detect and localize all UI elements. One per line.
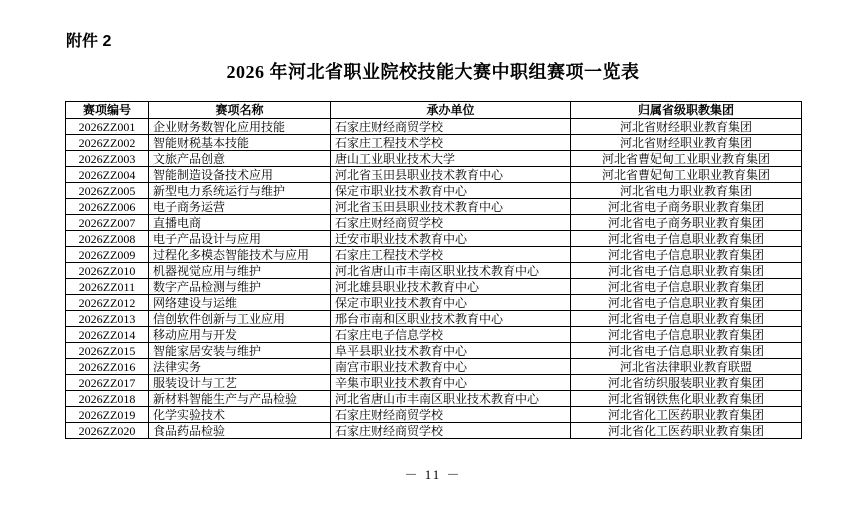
column-header-event-code: 赛项编号	[66, 102, 149, 119]
cell-event-code: 2026ZZ007	[66, 215, 149, 231]
cell-group: 河北省电子信息职业教育集团	[571, 343, 802, 359]
table-row	[66, 311, 802, 327]
event-roster-table	[65, 101, 802, 439]
cell-host-unit: 石家庄工程技术学校	[331, 135, 571, 151]
cell-group: 河北省电子信息职业教育集团	[571, 311, 802, 327]
cell-event-code: 2026ZZ012	[66, 295, 149, 311]
cell-host-unit: 河北省唐山市丰南区职业技术教育中心	[331, 391, 571, 407]
table-row	[66, 279, 802, 295]
cell-event-name: 过程化多模态智能技术与应用	[149, 247, 331, 263]
cell-event-code: 2026ZZ011	[66, 279, 149, 295]
cell-event-name: 化学实验技术	[149, 407, 331, 423]
column-header-group: 归属省级职教集团	[571, 102, 802, 119]
cell-host-unit: 河北雄县职业技术教育中心	[331, 279, 571, 295]
cell-event-code: 2026ZZ016	[66, 359, 149, 375]
table-row	[66, 327, 802, 343]
cell-group: 河北省电子信息职业教育集团	[571, 279, 802, 295]
cell-host-unit: 石家庄工程技术学校	[331, 247, 571, 263]
cell-group: 河北省法律职业教育联盟	[571, 359, 802, 375]
table-row	[66, 423, 802, 439]
cell-event-name: 电子产品设计与应用	[149, 231, 331, 247]
cell-group: 河北省化工医药职业教育集团	[571, 407, 802, 423]
cell-group: 河北省曹妃甸工业职业教育集团	[571, 167, 802, 183]
page-title: 2026 年河北省职业院校技能大赛中职组赛项一览表	[226, 62, 640, 82]
table-row	[66, 231, 802, 247]
table-row	[66, 343, 802, 359]
cell-host-unit: 石家庄财经商贸学校	[331, 119, 571, 135]
table-row	[66, 135, 802, 151]
table-row	[66, 407, 802, 423]
cell-event-code: 2026ZZ019	[66, 407, 149, 423]
cell-event-code: 2026ZZ006	[66, 199, 149, 215]
cell-group: 河北省电子信息职业教育集团	[571, 231, 802, 247]
cell-host-unit: 辛集市职业技术教育中心	[331, 375, 571, 391]
column-header-host-unit: 承办单位	[331, 102, 571, 119]
cell-event-name: 直播电商	[149, 215, 331, 231]
cell-event-name: 移动应用与开发	[149, 327, 331, 343]
table-row	[66, 391, 802, 407]
cell-event-name: 机器视觉应用与维护	[149, 263, 331, 279]
cell-event-code: 2026ZZ003	[66, 151, 149, 167]
cell-host-unit: 保定市职业技术教育中心	[331, 295, 571, 311]
table-row	[66, 295, 802, 311]
cell-event-code: 2026ZZ020	[66, 423, 149, 439]
cell-host-unit: 保定市职业技术教育中心	[331, 183, 571, 199]
cell-host-unit: 邢台市南和区职业技术教育中心	[331, 311, 571, 327]
cell-host-unit: 唐山工业职业技术大学	[331, 151, 571, 167]
column-header-event-name: 赛项名称	[149, 102, 331, 119]
cell-group: 河北省财经职业教育集团	[571, 135, 802, 151]
table-row	[66, 183, 802, 199]
cell-event-code: 2026ZZ004	[66, 167, 149, 183]
table-row	[66, 247, 802, 263]
cell-event-code: 2026ZZ013	[66, 311, 149, 327]
cell-group: 河北省化工医药职业教育集团	[571, 423, 802, 439]
cell-event-name: 智能财税基本技能	[149, 135, 331, 151]
table-body	[66, 119, 802, 439]
cell-group: 河北省钢铁焦化职业教育集团	[571, 391, 802, 407]
cell-host-unit: 南宫市职业技术教育中心	[331, 359, 571, 375]
cell-event-name: 电子商务运营	[149, 199, 331, 215]
cell-group: 河北省电力职业教育集团	[571, 183, 802, 199]
cell-event-name: 智能制造设备技术应用	[149, 167, 331, 183]
cell-host-unit: 石家庄财经商贸学校	[331, 407, 571, 423]
table-row	[66, 215, 802, 231]
cell-host-unit: 石家庄电子信息学校	[331, 327, 571, 343]
cell-group: 河北省电子信息职业教育集团	[571, 295, 802, 311]
table-row	[66, 263, 802, 279]
cell-event-name: 智能家居安装与维护	[149, 343, 331, 359]
cell-event-name: 服装设计与工艺	[149, 375, 331, 391]
cell-event-name: 信创软件创新与工业应用	[149, 311, 331, 327]
table-header-row	[66, 102, 802, 119]
cell-event-code: 2026ZZ018	[66, 391, 149, 407]
cell-event-code: 2026ZZ015	[66, 343, 149, 359]
cell-host-unit: 阜平县职业技术教育中心	[331, 343, 571, 359]
cell-event-name: 网络建设与运维	[149, 295, 331, 311]
table-row	[66, 119, 802, 135]
cell-group: 河北省财经职业教育集团	[571, 119, 802, 135]
page-number: － 11 －	[404, 467, 462, 482]
cell-event-name: 文旅产品创意	[149, 151, 331, 167]
cell-group: 河北省纺织服装职业教育集团	[571, 375, 802, 391]
cell-event-name: 新材料智能生产与产品检验	[149, 391, 331, 407]
cell-event-code: 2026ZZ010	[66, 263, 149, 279]
table-row	[66, 167, 802, 183]
cell-event-name: 企业财务数智化应用技能	[149, 119, 331, 135]
cell-event-code: 2026ZZ001	[66, 119, 149, 135]
cell-event-name: 数字产品检测与维护	[149, 279, 331, 295]
cell-event-code: 2026ZZ014	[66, 327, 149, 343]
cell-host-unit: 石家庄财经商贸学校	[331, 423, 571, 439]
cell-event-code: 2026ZZ017	[66, 375, 149, 391]
cell-group: 河北省电子商务职业教育集团	[571, 215, 802, 231]
cell-event-code: 2026ZZ005	[66, 183, 149, 199]
cell-host-unit: 石家庄财经商贸学校	[331, 215, 571, 231]
cell-group: 河北省电子信息职业教育集团	[571, 263, 802, 279]
cell-group: 河北省电子信息职业教育集团	[571, 327, 802, 343]
table-row	[66, 375, 802, 391]
table-row	[66, 151, 802, 167]
cell-event-name: 新型电力系统运行与维护	[149, 183, 331, 199]
cell-event-code: 2026ZZ002	[66, 135, 149, 151]
cell-host-unit: 迁安市职业技术教育中心	[331, 231, 571, 247]
cell-event-name: 食品药品检验	[149, 423, 331, 439]
table-row	[66, 359, 802, 375]
cell-event-code: 2026ZZ009	[66, 247, 149, 263]
cell-event-name: 法律实务	[149, 359, 331, 375]
cell-host-unit: 河北省玉田县职业技术教育中心	[331, 199, 571, 215]
attachment-label: 附件 2	[66, 33, 112, 50]
cell-group: 河北省电子信息职业教育集团	[571, 247, 802, 263]
cell-group: 河北省电子商务职业教育集团	[571, 199, 802, 215]
cell-group: 河北省曹妃甸工业职业教育集团	[571, 151, 802, 167]
cell-host-unit: 河北省唐山市丰南区职业技术教育中心	[331, 263, 571, 279]
table-row	[66, 199, 802, 215]
cell-host-unit: 河北省玉田县职业技术教育中心	[331, 167, 571, 183]
cell-event-code: 2026ZZ008	[66, 231, 149, 247]
